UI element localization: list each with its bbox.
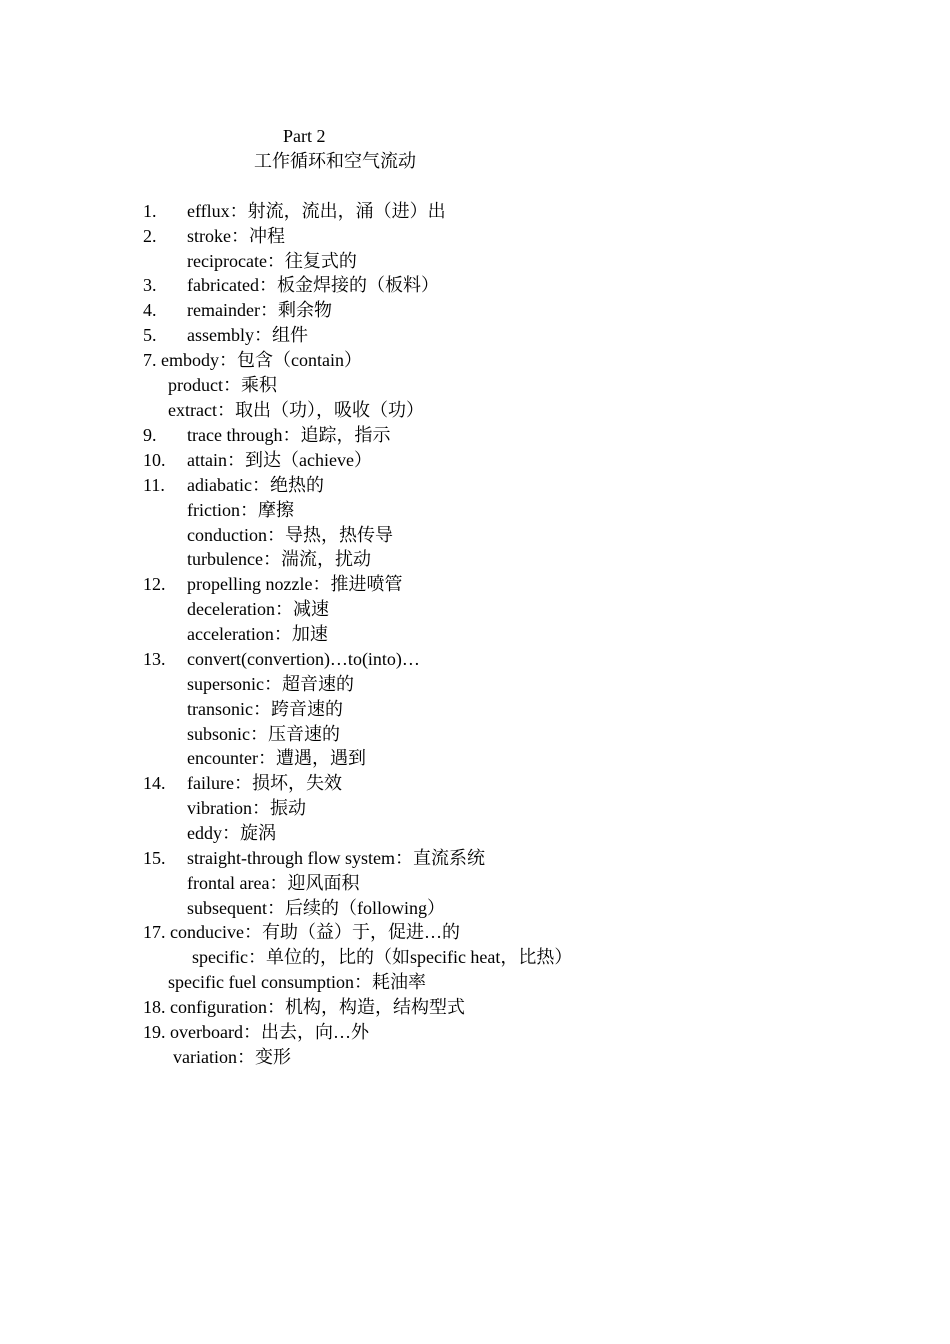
entry-number: 2. bbox=[143, 226, 157, 246]
entry-text: subsonic：压音速的 bbox=[187, 724, 340, 744]
entry-text: vibration：振动 bbox=[187, 798, 306, 818]
entry-text: remainder：剩余物 bbox=[187, 300, 332, 320]
entry-text: fabricated：板金焊接的（板料） bbox=[187, 275, 439, 295]
entry-text: stroke：冲程 bbox=[187, 226, 285, 246]
entry-text: assembly：组件 bbox=[187, 325, 308, 345]
entry-text: frontal area：迎风面积 bbox=[187, 873, 360, 893]
entry-text: specific：单位的，比的（如specific heat，比热） bbox=[192, 947, 573, 967]
entry-text: efflux：射流，流出，涌（进）出 bbox=[187, 201, 446, 221]
entry-number: 1. bbox=[143, 201, 157, 221]
entry-text: acceleration：加速 bbox=[187, 624, 328, 644]
document-subtitle: 工作循环和空气流动 bbox=[254, 151, 416, 171]
entry-text: 18. configuration：机构，构造，结构型式 bbox=[143, 997, 465, 1017]
entry-text: reciprocate：往复式的 bbox=[187, 251, 357, 271]
entry-text: product：乘积 bbox=[168, 375, 277, 395]
entry-text: 7. embody：包含（contain） bbox=[143, 350, 362, 370]
entry-number: 5. bbox=[143, 325, 157, 345]
entry-text: deceleration：减速 bbox=[187, 599, 329, 619]
entry-text: trace through：追踪，指示 bbox=[187, 425, 391, 445]
entry-text: transonic：跨音速的 bbox=[187, 699, 343, 719]
entry-text: conduction：导热，热传导 bbox=[187, 525, 393, 545]
entry-text: 17. conducive：有助（益）于，促进…的 bbox=[143, 922, 460, 942]
document-title: Part 2 bbox=[283, 126, 326, 146]
entry-number: 9. bbox=[143, 425, 157, 445]
entry-number: 3. bbox=[143, 275, 157, 295]
entry-text: straight-through flow system：直流系统 bbox=[187, 848, 485, 868]
entry-text: failure：损坏，失效 bbox=[187, 773, 342, 793]
entry-text: turbulence：湍流，扰动 bbox=[187, 549, 371, 569]
entry-text: convert(convertion)…to(into)… bbox=[187, 649, 420, 669]
entry-text: supersonic：超音速的 bbox=[187, 674, 354, 694]
entry-number: 15. bbox=[143, 848, 166, 868]
entry-text: 19. overboard：出去，向…外 bbox=[143, 1022, 369, 1042]
entry-text: attain：到达（achieve） bbox=[187, 450, 372, 470]
entry-text: adiabatic：绝热的 bbox=[187, 475, 324, 495]
entry-text: encounter：遭遇，遇到 bbox=[187, 748, 366, 768]
entry-text: specific fuel consumption：耗油率 bbox=[168, 972, 426, 992]
entry-text: eddy：旋涡 bbox=[187, 823, 276, 843]
entry-number: 13. bbox=[143, 649, 166, 669]
entry-number: 11. bbox=[143, 475, 165, 495]
entry-number: 12. bbox=[143, 574, 166, 594]
entry-number: 4. bbox=[143, 300, 157, 320]
entry-text: friction：摩擦 bbox=[187, 500, 294, 520]
entry-number: 14. bbox=[143, 773, 166, 793]
entry-text: extract：取出（功），吸收（功） bbox=[168, 400, 424, 420]
entry-text: subsequent：后续的（following） bbox=[187, 898, 445, 918]
entry-text: propelling nozzle：推进喷管 bbox=[187, 574, 403, 594]
entry-text: variation：变形 bbox=[173, 1047, 291, 1067]
entry-number: 10. bbox=[143, 450, 166, 470]
